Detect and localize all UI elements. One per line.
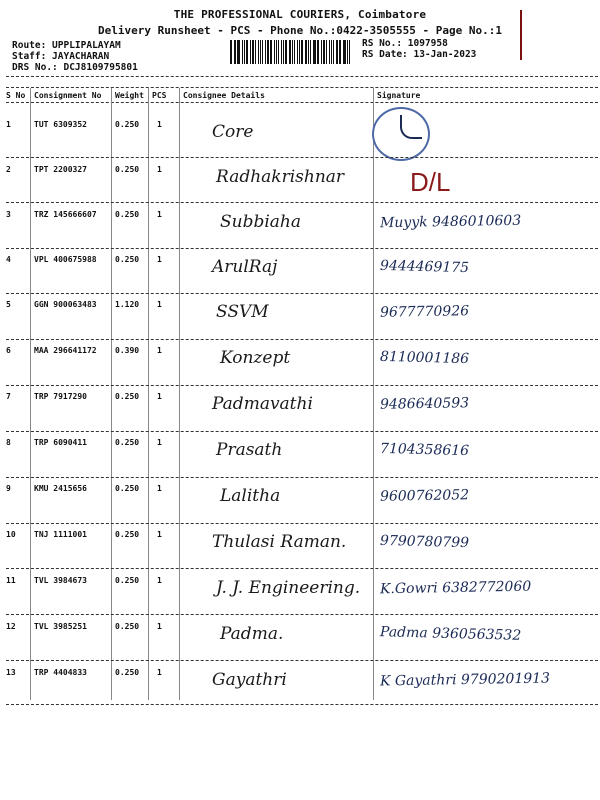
row-signature: Padma 9360563532 [379,624,522,644]
barcode-bar [292,40,293,64]
barcode-bar [297,40,299,64]
row-pcs: 1 [157,255,162,264]
barcode-bar [246,40,248,64]
row-consignment-number: TRP 7917290 [34,392,87,401]
barcode-bar [326,40,327,64]
company-title: THE PROFESSIONAL COURIERS, Coimbatore [173,8,427,21]
row-weight: 0.250 [115,530,140,539]
column-rule [111,88,112,700]
barcode-bar [301,40,303,64]
row-consignee-name: Konzept [220,348,291,368]
barcode-bar [270,40,272,64]
row-signature: 9790780799 [379,532,470,552]
row-weight: 0.250 [115,255,140,264]
row-weight: 0.250 [115,165,140,174]
row-signature: 9486640593 [379,395,470,413]
row-serial-number: 8 [6,438,11,447]
barcode-bar [255,40,256,64]
row-consignee-name: Thulasi Raman. [212,532,347,552]
row-divider [6,660,598,661]
row-consignee-name: Gayathri [212,670,287,690]
row-pcs: 1 [157,392,162,401]
row-pcs: 1 [157,346,162,355]
barcode-bar [237,40,239,64]
row-consignment-number: GGN 900063483 [34,300,97,309]
row-consignee-name: SSVM [216,302,269,322]
barcode-bar [317,40,319,64]
runsheet-subtitle: Delivery Runsheet - PCS - Phone No.:0422-3505555 - Page No.:1 [98,24,502,37]
row-divider [6,614,598,615]
row-serial-number: 1 [6,120,11,129]
barcode-bar [305,40,307,64]
barcode-bar [310,40,311,64]
row-consignee-name: Subbiaha [220,212,302,232]
row-consignment-number: VPL 400675988 [34,255,97,264]
column-header-pcs: PCS [152,91,167,100]
row-signature: 9444469175 [379,257,470,277]
row-signature: 9677770926 [379,303,470,321]
barcode-bar [244,40,246,64]
row-pcs: 1 [157,300,162,309]
row-pcs: 1 [157,530,162,539]
row-signature: 7104358616 [379,440,470,460]
row-consignee-name: Lalitha [220,486,281,506]
barcode-bar [349,40,351,64]
divider [6,102,598,103]
column-rule [30,88,31,700]
barcode-bar [323,40,325,64]
row-serial-number: 9 [6,484,11,493]
row-consignment-number: TVL 3984673 [34,576,87,585]
row-divider [6,157,598,158]
route-label: Route: UPPLIPALAYAM [12,40,121,51]
column-header-signature: Signature [377,91,421,100]
row-divider [6,202,598,203]
row-serial-number: 10 [6,530,16,539]
barcode-bar [336,40,338,64]
column-header-sno: S No [6,91,26,100]
row-consignee-name: Radhakrishnar [216,167,345,187]
barcode-bar [281,40,282,64]
barcode-bar [333,40,334,64]
row-consignment-number: TRP 6090411 [34,438,87,447]
row-consignee-name: ArulRaj [212,257,278,277]
divider [6,87,598,88]
row-divider [6,339,598,340]
barcode-bar [278,40,280,64]
row-serial-number: 12 [6,622,16,631]
row-consignee-name: Prasath [216,440,283,460]
row-signature: Muyyk 9486010603 [379,212,522,232]
row-consignment-number: TUT 6309352 [34,120,87,129]
row-divider [6,293,598,294]
row-consignment-number: TRP 4404833 [34,668,87,677]
row-serial-number: 3 [6,210,11,219]
barcode-bar [267,40,269,64]
row-pcs: 1 [157,576,162,585]
staff-label: Staff: JAYACHARAN [12,51,110,62]
row-pcs: 1 [157,668,162,677]
column-rule [148,88,149,700]
row-consignment-number: KMU 2415656 [34,484,87,493]
barcode-bar [230,40,232,64]
row-consignee-name: Padmavathi [212,394,313,414]
barcode-bar [321,40,322,64]
row-consignee-name: Core [212,122,254,142]
barcode-bar [343,40,345,64]
barcode-bar [276,40,277,64]
row-pcs: 1 [157,165,162,174]
barcode-bar [308,40,309,64]
row-serial-number: 4 [6,255,11,264]
column-header-consignee: Consignee Details [183,91,265,100]
row-weight: 0.250 [115,392,140,401]
barcode-bar [234,40,235,64]
barcode-bar [258,40,259,64]
stamp-signature-stroke [400,115,422,139]
barcode-bar [289,40,291,64]
row-weight: 0.250 [115,484,140,493]
row-consignment-number: MAA 296641172 [34,346,97,355]
row-divider [6,431,598,432]
row-weight: 0.250 [115,576,140,585]
row-weight: 0.250 [115,622,140,631]
barcode-bar [329,40,330,64]
divider [6,76,598,77]
row-weight: 1.120 [115,300,140,309]
column-header-weight: Weight [115,91,144,100]
row-pcs: 1 [157,120,162,129]
row-serial-number: 11 [6,576,16,585]
barcode-bar [242,40,243,64]
barcode-bar [250,40,251,64]
row-divider [6,523,598,524]
rs-number: RS No.: 1097958 [362,38,448,49]
barcode-bar [294,40,295,64]
row-weight: 0.250 [115,120,140,129]
row-consignee-name: J. J. Engineering. [216,578,361,598]
row-consignment-number: TRZ 145666607 [34,210,97,219]
barcode-bar [299,40,300,64]
barcode-bar [314,40,316,64]
row-consignment-number: TPT 2200327 [34,165,87,174]
row-divider [6,477,598,478]
row-pcs: 1 [157,438,162,447]
row-signature: D/L [410,167,451,197]
barcode-bar [262,40,263,64]
row-divider [6,385,598,386]
row-consignment-number: TNJ 1111001 [34,530,87,539]
barcode-bar [274,40,275,64]
row-weight: 0.250 [115,210,140,219]
row-serial-number: 13 [6,668,16,677]
barcode [230,40,352,64]
barcode-bar [331,40,333,64]
row-signature: K Gayathri 9790201913 [379,670,551,690]
column-rule [373,88,374,700]
barcode-bar [252,40,254,64]
row-signature: 8110001186 [379,348,470,368]
barcode-bar [285,40,287,64]
row-weight: 0.390 [115,346,140,355]
row-pcs: 1 [157,622,162,631]
row-signature: 9600762052 [379,487,470,505]
row-divider [6,568,598,569]
barcode-bar [313,40,314,64]
row-serial-number: 2 [6,165,11,174]
barcode-bar [260,40,262,64]
column-header-consignment: Consignment No [34,91,102,100]
row-serial-number: 7 [6,392,11,401]
barcode-bar [339,40,340,64]
barcode-bar [347,40,348,64]
red-pen-mark [520,10,522,60]
row-consignee-name: Padma. [220,624,284,644]
row-divider [6,704,598,705]
row-serial-number: 6 [6,346,11,355]
row-divider [6,248,598,249]
row-weight: 0.250 [115,668,140,677]
barcode-bar [340,40,341,64]
row-pcs: 1 [157,210,162,219]
row-signature: K.Gowri 6382772060 [379,578,532,598]
row-pcs: 1 [157,484,162,493]
row-weight: 0.250 [115,438,140,447]
drs-number: DRS No.: DCJ8109795801 [12,62,138,73]
barcode-bar [283,40,284,64]
row-consignment-number: TVL 3985251 [34,622,87,631]
barcode-bar [235,40,236,64]
barcode-bar [265,40,266,64]
rs-date: RS Date: 13-Jan-2023 [362,49,477,60]
row-serial-number: 5 [6,300,11,309]
column-rule [179,88,180,700]
